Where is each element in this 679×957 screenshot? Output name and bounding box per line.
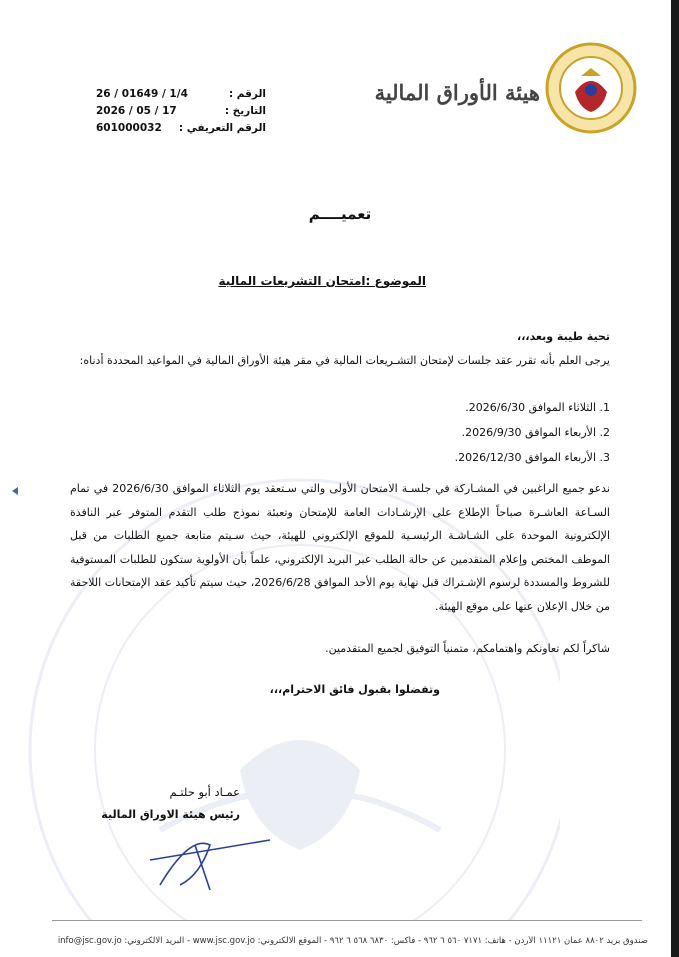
jsc-seal-logo — [545, 42, 637, 134]
ref-date-label: التاريخ : — [224, 105, 266, 117]
ref-number-label: الرقم : — [228, 88, 266, 100]
date-item-2: 2. الأربعاء الموافق 2026/9/30. — [461, 426, 610, 439]
footer-contact: صندوق بريد ٨٨٠٢ عمان ١١١٢١ الأردن - هاتف: ٧١٧١ ٥٦٠ ٦ ٩٦٢ - فاكس: ٦٨٣٠ ٥٦٨ ٦ ٩٦٢ - الموقع الالكتروني: www.jsc.gov.jo - البريد الالكتروني: info@jsc.gov.jo — [57, 936, 648, 946]
date-item-1: 1. الثلاثاء الموافق 2026/6/30. — [465, 401, 610, 414]
margin-arrow-icon — [12, 487, 18, 495]
intro-paragraph: يرجى العلم بأنه تقرر عقد جلسات لإمتحان التشـريعات المالية في مقر هيئة الأوراق المالية في المواعيد المحددة أدناه: — [79, 354, 610, 367]
main-paragraph: ندعو جميع الراغبين في المشـاركة في جلسـة الامتحان الأولى والتي سـتعقد يوم الثلاثاء الموافق 2026/6/30 في تمام السـاعة العاشـرة صباحاً الإطلاع على الإرشـادات العامة للإمتحان وتعبئة نموذج طلب التقدم المتوفر عبر النافذة الإلكترونية الموحدة على الشـاشـة الرئيسـية للموقع الإلكتروني للهيئة، حيث سـيتم متابعة جميع الطلبات من قبل الموظف المختص وإعلام المتقدمين عن حالة الطلب عبر البريد الإلكتروني، علماً بأن الأولوية ستكون للطلبات المستوفية للشروط والمسددة لرسوم الإشـتراك قبل نهاية يوم الأحد الموافق 2026/6/28، حيث سيتم تأكيد عقد الإمتحانات اللاحقة من خلال الإعلان عنها على موقع الهيئة. — [69, 482, 610, 613]
closing-line: وتفضلوا بقبول فائق الاحترام،،، — [269, 683, 440, 696]
ref-id-value: 601000032 — [96, 122, 162, 134]
ref-id-row — [96, 122, 266, 139]
signatory-name: عمـاد أبو حلتـم — [169, 785, 240, 799]
signatory-title: رئيس هيئة الاوراق المالية — [101, 808, 240, 821]
greeting: تحية طيبة وبعد،،، — [517, 330, 610, 343]
footer-divider — [52, 920, 642, 921]
document-title: تعميــــم — [308, 205, 372, 223]
org-name: هيئة الأوراق المالية — [374, 80, 540, 105]
handwritten-signature — [140, 825, 280, 895]
ref-number-value: 26 / 01649 / 1/4 — [96, 88, 188, 100]
ref-date-value: 2026 / 05 / 17 — [96, 105, 177, 117]
thanks-line: شاكراً لكم تعاونكم واهتمامكم، متمنياً التوفيق لجميع المتقدمين. — [325, 642, 610, 655]
subject-line: الموضوع :امتحان التشريعات المالية — [218, 274, 426, 288]
date-item-3: 3. الأربعاء الموافق 2026/12/30. — [454, 451, 610, 464]
ref-id-label: الرقم التعريفي : — [178, 122, 266, 134]
ref-number-row — [96, 88, 266, 105]
ref-date-row — [96, 105, 266, 122]
reference-block — [96, 88, 266, 139]
scan-edge — [671, 0, 679, 957]
